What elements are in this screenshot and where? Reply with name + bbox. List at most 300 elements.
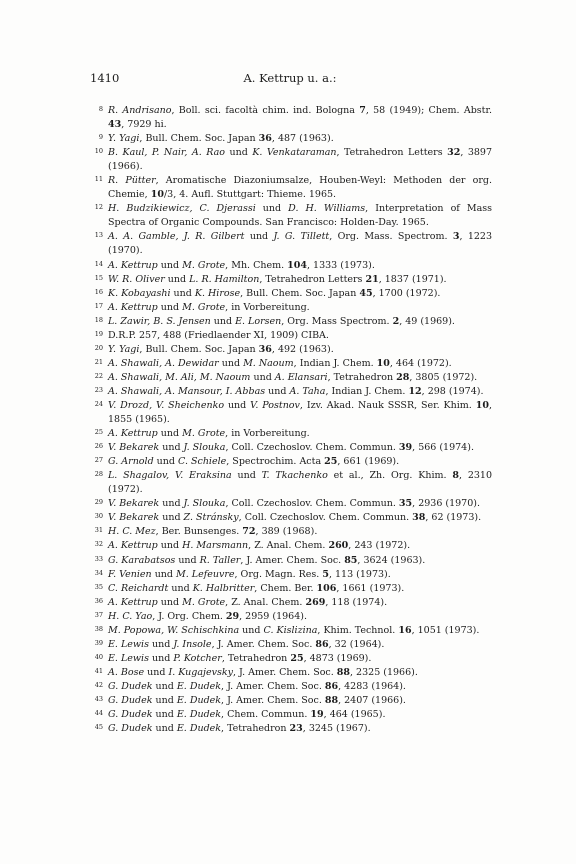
reference-segment: und <box>164 273 190 285</box>
page-number: 1410 <box>90 71 120 85</box>
reference-entry <box>90 596 492 610</box>
reference-authors: A. Shawali, A. Mansour, I. Abbas <box>108 385 266 397</box>
reference-volume: 36 <box>258 343 272 355</box>
reference-volume: 19 <box>310 709 324 721</box>
reference-entry <box>90 427 492 441</box>
reference-text <box>108 583 404 594</box>
reference-authors: M. Grote <box>182 301 226 313</box>
reference-text <box>108 358 452 369</box>
reference-text <box>108 386 483 397</box>
reference-authors: G. Dudek <box>108 694 153 706</box>
reference-authors: L. Shagalov, V. Eraksina <box>108 470 232 482</box>
reference-volume: 29 <box>225 610 240 622</box>
reference-segment: , 2407 (1966). <box>338 694 406 706</box>
reference-segment: , 389 (1968). <box>255 526 318 538</box>
reference-number: 28 <box>94 470 103 479</box>
reference-segment: , Tetrahedron <box>221 652 291 664</box>
reference-volume: 10 <box>376 357 390 369</box>
reference-number: 10 <box>94 147 103 156</box>
reference-segment: , Ber. Bunsenges. <box>155 526 243 538</box>
reference-segment: , Bull. Chem. Soc. Japan <box>139 133 259 145</box>
reference-authors: A. Bose <box>108 666 145 678</box>
reference-segment: , 1051 (1973). <box>411 624 480 636</box>
reference-authors: J. Slouka <box>183 498 226 510</box>
reference-segment: , 464 (1972). <box>389 357 452 369</box>
reference-text <box>108 442 474 453</box>
reference-volume: 104 <box>287 259 307 271</box>
reference-number: 37 <box>94 610 103 619</box>
reference-text <box>108 344 334 355</box>
reference-text <box>108 526 317 537</box>
reference-volume: 5 <box>322 568 329 580</box>
reference-authors: I. Kugajevsky <box>168 666 233 678</box>
reference-text <box>108 428 310 439</box>
reference-entry <box>90 455 492 469</box>
reference-segment: , 1700 (1972). <box>372 287 441 299</box>
reference-number: 27 <box>94 456 103 465</box>
reference-entry <box>90 582 492 596</box>
reference-volume: 260 <box>328 540 349 552</box>
reference-authors: M. Naoum <box>243 357 294 369</box>
reference-number: 31 <box>94 526 103 535</box>
reference-segment: , Izv. Akad. Nauk SSSR, Ser. Khim. <box>299 399 476 411</box>
reference-volume: 2 <box>392 315 400 327</box>
reference-segment: , Tetrahedron <box>221 723 290 735</box>
reference-entry <box>90 385 492 399</box>
reference-authors: E. Dudek <box>176 694 222 706</box>
reference-segment: , Org. Magn. Res. <box>234 568 323 580</box>
reference-authors: E. Lorsen <box>235 315 282 327</box>
reference-entry <box>90 666 492 680</box>
reference-segment: und <box>157 596 183 608</box>
reference-text <box>108 470 492 495</box>
reference-text <box>108 597 387 608</box>
reference-volume: 88 <box>324 694 339 706</box>
reference-text <box>108 681 406 692</box>
reference-authors: K. Kobayashi <box>108 287 171 299</box>
reference-segment: , Bull. Chem. Soc. Japan <box>139 343 259 355</box>
reference-authors: G. Arnold <box>108 456 154 468</box>
reference-entry <box>90 638 492 652</box>
reference-segment: , 113 (1973). <box>328 568 391 580</box>
reference-segment: , 4873 (1969). <box>303 652 372 664</box>
reference-authors: A. Kettrup <box>108 301 158 313</box>
reference-text <box>108 133 334 144</box>
reference-entry <box>90 722 492 736</box>
reference-segment: und <box>153 456 179 468</box>
reference-volume: 16 <box>398 624 412 636</box>
reference-number: 44 <box>94 709 103 718</box>
reference-text <box>108 372 477 383</box>
reference-segment: , 243 (1972). <box>348 540 411 552</box>
reference-segment: , J. Amer. Chem. Soc. <box>221 694 325 706</box>
reference-number: 30 <box>94 512 103 521</box>
reference-entry <box>90 652 492 666</box>
reference-authors: D. H. Williams <box>288 203 366 215</box>
reference-list <box>90 104 492 736</box>
reference-authors: Z. Stránsky <box>183 512 239 524</box>
reference-segment: und <box>250 371 275 383</box>
reference-segment: , Org. Mass Spectrom. <box>281 315 393 327</box>
reference-segment: , 49 (1969). <box>399 315 455 327</box>
reference-volume: 28 <box>396 371 410 383</box>
reference-number: 16 <box>94 287 103 296</box>
reference-authors: R. Andrisano <box>108 105 172 116</box>
reference-segment: und <box>218 357 244 369</box>
reference-segment: , 32 (1964). <box>328 638 385 650</box>
reference-segment: /3, 4. Aufl. Stuttgart: Thieme. 1965. <box>163 189 337 201</box>
reference-segment: , 3897 (1966). <box>108 147 492 173</box>
reference-authors: E. Lewis <box>108 652 149 664</box>
reference-segment: , 1223 (1970). <box>108 231 493 257</box>
reference-entry <box>90 259 492 273</box>
reference-segment: , 1661 (1973). <box>336 582 405 594</box>
reference-segment: und <box>159 512 184 524</box>
reference-volume: 39 <box>398 442 413 454</box>
reference-segment: , Z. Anal. Chem. <box>225 596 306 608</box>
page-header <box>90 70 490 86</box>
reference-authors: A. Kettrup <box>108 540 158 552</box>
reference-volume: 10 <box>475 399 489 411</box>
reference-segment: , 62 (1973). <box>425 512 482 524</box>
reference-number: 34 <box>94 568 103 577</box>
reference-segment: , Z. Anal. Chem. <box>248 540 329 552</box>
reference-number: 11 <box>94 175 103 184</box>
reference-authors: G. Dudek <box>108 680 153 692</box>
reference-entry <box>90 301 492 315</box>
reference-volume: 21 <box>365 273 379 285</box>
reference-segment: und <box>239 624 264 636</box>
reference-segment: und <box>148 638 174 650</box>
reference-authors: Y. Yagi <box>108 343 140 355</box>
reference-authors: K. Hirose <box>194 287 241 299</box>
reference-number: 22 <box>94 371 103 380</box>
reference-entry <box>90 230 492 258</box>
running-head: A. Kettrup u. a.: <box>243 71 337 85</box>
reference-volume: 45 <box>359 287 373 299</box>
reference-segment: , Coll. Czechoslov. Chem. Commun. <box>225 442 399 454</box>
reference-entry <box>90 469 492 497</box>
reference-entry <box>90 624 492 638</box>
reference-authors: K. Halbritter <box>192 582 255 594</box>
reference-authors: Y. Yagi <box>108 133 140 145</box>
reference-entry <box>90 497 492 511</box>
reference-text <box>108 260 375 271</box>
reference-volume: 8 <box>452 470 459 482</box>
reference-text <box>108 105 492 130</box>
reference-segment: und <box>244 231 274 243</box>
reference-segment: , 661 (1969). <box>337 456 400 468</box>
reference-segment: und <box>210 315 236 327</box>
reference-number: 25 <box>94 428 103 437</box>
reference-number: 45 <box>94 723 103 732</box>
reference-text <box>108 147 492 172</box>
reference-number: 38 <box>94 624 103 633</box>
reference-entry <box>90 568 492 582</box>
reference-number: 39 <box>94 638 103 647</box>
reference-text <box>108 512 481 523</box>
reference-entry <box>90 680 492 694</box>
reference-text <box>108 231 492 256</box>
reference-authors: L. R. Hamilton <box>189 273 260 285</box>
reference-segment: und <box>144 666 169 678</box>
reference-segment: , 1855 (1965). <box>108 399 492 426</box>
reference-entry <box>90 104 492 132</box>
reference-number: 42 <box>94 680 103 689</box>
reference-segment: und <box>231 470 262 482</box>
reference-entry <box>90 554 492 568</box>
reference-number: 17 <box>94 301 103 310</box>
reference-text <box>108 274 447 285</box>
reference-volume: 25 <box>324 456 338 468</box>
reference-authors: V. Bekarek <box>108 442 160 454</box>
reference-number: 14 <box>94 259 103 268</box>
reference-number: 12 <box>94 203 103 212</box>
reference-number: 33 <box>94 554 103 563</box>
reference-segment: und <box>157 540 183 552</box>
reference-volume: 86 <box>315 638 329 650</box>
reference-text <box>108 288 440 299</box>
reference-segment: , 2959 (1964). <box>239 610 307 622</box>
reference-authors: E. Dudek <box>176 680 222 692</box>
reference-authors: A. A. Gamble, J. R. Gilbert <box>108 231 245 243</box>
reference-volume: 10 <box>150 189 164 201</box>
reference-text <box>108 653 371 664</box>
reference-segment: , Indian J. Chem. <box>293 357 377 369</box>
reference-number: 43 <box>94 694 103 703</box>
reference-segment: , J. Amer. Chem. Soc. <box>240 554 345 566</box>
reference-authors: R. Pütter <box>108 175 156 187</box>
reference-text <box>108 639 384 650</box>
reference-number: 24 <box>94 399 103 408</box>
reference-segment: und <box>265 385 290 397</box>
reference-number: 13 <box>94 231 103 240</box>
reference-authors: L. Zawir, B. S. Jensen <box>108 315 211 327</box>
reference-number: 9 <box>98 133 103 142</box>
reference-text <box>108 569 391 580</box>
reference-segment: , J. Org. Chem. <box>152 610 226 622</box>
reference-number: 18 <box>94 315 103 324</box>
reference-entry <box>90 329 492 343</box>
reference-number: 15 <box>94 273 103 282</box>
reference-segment: und <box>152 709 177 721</box>
reference-text <box>108 316 455 327</box>
reference-segment: , Boll. sci. facoltà chim. ind. Bologna <box>171 105 360 116</box>
reference-segment: , 3805 (1972). <box>409 371 478 383</box>
reference-segment: , 2325 (1966). <box>350 666 418 678</box>
reference-entry <box>90 371 492 385</box>
reference-segment: und <box>157 259 183 271</box>
reference-number: 20 <box>94 343 103 352</box>
reference-entry <box>90 174 492 202</box>
reference-segment: , Indian J. Chem. <box>325 385 409 397</box>
reference-authors: M. Lefeuvre <box>176 568 235 580</box>
reference-entry <box>90 357 492 371</box>
reference-volume: 86 <box>324 680 339 692</box>
reference-text <box>108 723 371 734</box>
reference-authors: H. C. Yao <box>108 610 153 622</box>
reference-authors: K. Venkataraman <box>252 147 337 159</box>
reference-authors: E. Lewis <box>108 638 149 650</box>
reference-entry <box>90 146 492 174</box>
reference-authors: G. Dudek <box>108 723 153 735</box>
reference-volume: 88 <box>336 666 351 678</box>
reference-segment: , 4283 (1964). <box>338 680 406 692</box>
reference-authors: M. Popowa, W. Schischkina <box>108 624 240 636</box>
reference-authors: G. Karabatsos <box>108 554 176 566</box>
reference-text <box>108 498 480 509</box>
reference-segment: , 58 (1949); Chem. Abstr. <box>365 105 492 116</box>
reference-number: 23 <box>94 385 103 394</box>
reference-segment: , Mh. Chem. <box>225 259 288 271</box>
reference-number: 40 <box>94 652 103 661</box>
reference-segment: , 487 (1963). <box>271 133 334 145</box>
reference-authors: A. Shawali, M. Ali, M. Naoum <box>108 371 251 383</box>
reference-segment: , 298 (1974). <box>421 385 484 397</box>
reference-text <box>108 400 492 425</box>
reference-segment: , Org. Mass. Spectrom. <box>329 231 453 243</box>
reference-entry <box>90 132 492 146</box>
reference-authors: M. Grote <box>182 596 226 608</box>
reference-volume: 106 <box>316 582 337 594</box>
reference-segment: et al., Zh. Org. Khim. <box>327 470 453 482</box>
reference-authors: W. R. Oliver <box>108 273 165 285</box>
reference-volume: 43 <box>108 119 122 131</box>
reference-segment: , Tetrahedron <box>327 371 397 383</box>
reference-segment: und <box>225 147 253 159</box>
reference-segment: , 2310 (1972). <box>108 470 492 496</box>
reference-authors: H. Marsmann <box>182 540 249 552</box>
reference-segment: , Coll. Czechoslov. Chem. Commun. <box>238 512 413 524</box>
reference-number: 26 <box>94 442 103 451</box>
reference-authors: A. Taha <box>289 385 326 397</box>
reference-text <box>108 456 399 467</box>
reference-segment: , 118 (1974). <box>325 596 388 608</box>
reference-authors: C. Kislizina <box>263 624 318 636</box>
reference-authors: J. Slouka <box>183 442 226 454</box>
reference-text <box>108 667 418 678</box>
reference-segment: und <box>151 568 177 580</box>
reference-authors: A. Kettrup <box>108 428 158 440</box>
reference-volume: 269 <box>305 596 326 608</box>
reference-entry <box>90 399 492 427</box>
reference-entry <box>90 441 492 455</box>
reference-entry <box>90 273 492 287</box>
reference-text <box>108 611 307 622</box>
reference-authors: G. Dudek <box>108 709 153 721</box>
reference-segment: , Khim. Technol. <box>317 624 399 636</box>
reference-authors: A. Shawali, A. Dewidar <box>108 357 219 369</box>
reference-text <box>108 175 492 200</box>
reference-authors: M. Grote <box>182 428 226 440</box>
reference-number: 32 <box>94 540 103 549</box>
reference-segment: , 2936 (1970). <box>412 498 481 510</box>
reference-volume: 32 <box>447 147 461 159</box>
reference-authors: V. Postnov <box>250 399 300 411</box>
reference-volume: 23 <box>289 723 303 735</box>
reference-number: 29 <box>94 498 103 507</box>
reference-segment: und <box>157 428 183 440</box>
reference-segment: , 3245 (1967). <box>302 723 371 735</box>
reference-segment: und <box>152 680 177 692</box>
reference-number: 8 <box>98 105 103 113</box>
reference-authors: A. Kettrup <box>108 596 158 608</box>
reference-text <box>108 709 385 720</box>
reference-entry <box>90 525 492 539</box>
reference-volume: 7 <box>359 105 366 116</box>
reference-segment: , Tetrahedron Letters <box>336 147 448 159</box>
reference-text <box>108 540 410 551</box>
reference-segment: und <box>224 399 251 411</box>
reference-authors: F. Venien <box>108 568 152 580</box>
reference-segment: , Spectrochim. Acta <box>226 456 325 468</box>
reference-segment: , Chem. Ber. <box>254 582 317 594</box>
reference-segment: und <box>168 582 193 594</box>
reference-segment: , Chem. Commun. <box>221 709 311 721</box>
reference-segment: , 464 (1965). <box>323 709 386 721</box>
reference-segment: , 1333 (1973). <box>307 259 375 271</box>
reference-segment: und <box>170 287 195 299</box>
reference-segment: , 566 (1974). <box>412 442 474 454</box>
reference-segment: und <box>157 301 183 313</box>
reference-segment: , 1837 (1971). <box>378 273 447 285</box>
reference-entry <box>90 343 492 357</box>
reference-segment: , in Vorbereitung. <box>225 301 310 313</box>
reference-authors: M. Grote <box>182 259 226 271</box>
reference-segment: und <box>148 652 174 664</box>
reference-segment: und <box>255 203 289 215</box>
reference-volume: 25 <box>290 652 304 664</box>
reference-volume: 38 <box>412 512 426 524</box>
reference-segment: und <box>175 554 200 566</box>
reference-number: 36 <box>94 596 103 605</box>
reference-authors: T. Tkachenko <box>261 470 328 482</box>
reference-authors: J. G. Tillett <box>273 231 330 243</box>
reference-text <box>108 302 310 313</box>
reference-entry <box>90 610 492 624</box>
reference-authors: V. Bekarek <box>108 498 160 510</box>
reference-authors: E. Dudek <box>176 723 222 735</box>
reference-authors: R. Taller <box>199 554 241 566</box>
reference-segment: , Coll. Czechoslov. Chem. Commun. <box>225 498 399 510</box>
reference-segment: und <box>152 694 177 706</box>
reference-authors: B. Kaul, P. Nair, A. Rao <box>108 147 226 159</box>
reference-authors: J. Insole <box>173 638 212 650</box>
reference-segment: , in Vorbereitung. <box>225 428 310 440</box>
reference-volume: 72 <box>242 526 256 538</box>
reference-segment: , 492 (1963). <box>271 343 334 355</box>
reference-text <box>108 555 425 566</box>
reference-entry <box>90 511 492 525</box>
reference-segment: , J. Amer. Chem. Soc. <box>232 666 337 678</box>
reference-segment: , Aromatische Diazoniumsalze, Houben-Weyl: Methoden der org. Chemie, <box>108 175 492 201</box>
reference-number: 35 <box>94 582 103 591</box>
reference-authors: H. C. Mez <box>108 526 156 538</box>
reference-text <box>108 330 329 341</box>
reference-number: 19 <box>94 329 103 338</box>
reference-authors: A. Kettrup <box>108 259 158 271</box>
reference-authors: V. Drozd, V. Sheichenko <box>108 399 225 411</box>
reference-segment: und <box>159 498 184 510</box>
reference-authors: A. Elansari <box>274 371 328 383</box>
reference-entry <box>90 315 492 329</box>
reference-authors: V. Bekarek <box>108 512 160 524</box>
reference-number: 41 <box>94 666 103 675</box>
reference-segment: und <box>159 442 184 454</box>
reference-segment: D.R.P. 257, 488 (Friedlaender XI, 1909) CIBA. <box>108 329 329 341</box>
reference-segment: , J. Amer. Chem. Soc. <box>221 680 325 692</box>
reference-entry <box>90 694 492 708</box>
